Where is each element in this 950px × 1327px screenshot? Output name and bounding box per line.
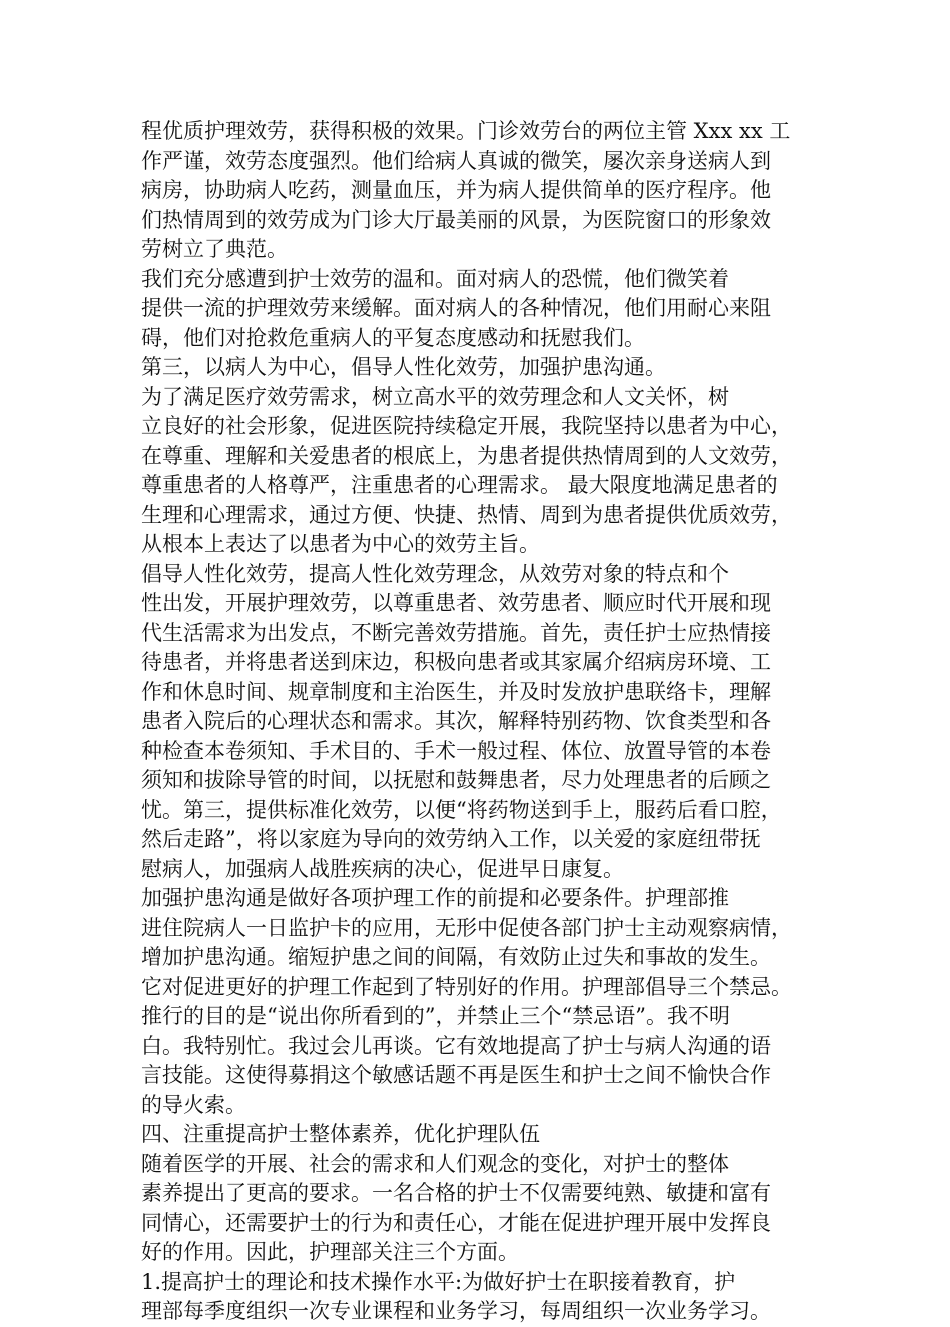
text-line: 1.提高护士的理论和技术操作水平:为做好护士在职接着教育，护 bbox=[141, 1269, 736, 1294]
paragraph bbox=[141, 265, 811, 354]
paragraph bbox=[141, 117, 811, 265]
paragraph bbox=[141, 383, 811, 560]
text-line: 推行的目的是“说出你所看到的”，并禁止三个“禁忌语”。我不明 bbox=[141, 1004, 730, 1028]
paragraph bbox=[141, 884, 811, 1120]
text-line: 从根本上表达了以患者为中心的效劳主旨。 bbox=[141, 532, 540, 556]
text-line: 程优质护理效劳，获得积极的效果。门诊效劳台的两位主管 Xxx xx 工 bbox=[141, 119, 791, 143]
text-line: 须知和拔除导管的时间，以抚慰和鼓舞患者，尽力处理患者的后顾之 bbox=[141, 768, 771, 792]
text-line: 代生活需求为出发点，不断完善效劳措施。首先，责任护士应热情接 bbox=[141, 620, 771, 645]
text-line: 增加护患沟通。缩短护患之间的间隔，有效防止过失和事故的发生。 bbox=[141, 945, 771, 969]
text-line: 患者入院后的心理状态和需求。其次，解释特别药物、饮食类型和各 bbox=[141, 709, 771, 733]
text-line: 素养提出了更高的要求。一名合格的护士不仅需要纯熟、敏捷和富有 bbox=[141, 1181, 771, 1205]
text-line: 提供一流的护理效劳来缓解。面对病人的各种情况，他们用耐心来阻 bbox=[141, 296, 771, 320]
text-line: 言技能。这使得募捐这个敏感话题不再是医生和护士之间不愉快合作 bbox=[141, 1063, 771, 1087]
text-line: 同情心，还需要护士的行为和责任心，才能在促进护理开展中发挥良 bbox=[141, 1210, 771, 1235]
text-line: 慰病人，加强病人战胜疾病的决心，促进早日康复。 bbox=[141, 856, 624, 881]
text-line: 作和休息时间、规章制度和主治医生，并及时发放护患联络卡，理解 bbox=[141, 679, 771, 704]
text-line: 病房，协助病人吃药，测量血压，并为病人提供简单的医疗程序。他 bbox=[141, 178, 771, 202]
paragraph bbox=[141, 1150, 811, 1268]
text-line: 尊重患者的人格尊严，注重患者的心理需求。 最大限度地满足患者的 bbox=[141, 473, 778, 497]
text-line: 然后走路”，将以家庭为导向的效劳纳入工作，以关爱的家庭纽带抚 bbox=[141, 827, 761, 851]
text-line: 立良好的社会形象，促进医院持续稳定开展，我院坚持以患者为中心， bbox=[141, 414, 792, 438]
text-line: 们热情周到的效劳成为门诊大厅最美丽的风景，为医院窗口的形象效 bbox=[141, 207, 771, 232]
text-line: 碍，他们对抢救危重病人的平复态度感动和抚慰我们。 bbox=[141, 325, 645, 350]
text-line: 我们充分感遭到护士效劳的温和。面对病人的恐慌，他们微笑着 bbox=[141, 266, 729, 291]
text-line: 在尊重、理解和关爱患者的根底上，为患者提供热情周到的人文效劳， bbox=[141, 443, 792, 468]
text-line: 第三，以病人为中心，倡导人性化效劳，加强护患沟通。 bbox=[141, 355, 666, 379]
text-line: 好的作用。因此，护理部关注三个方面。 bbox=[141, 1240, 519, 1264]
paragraph bbox=[141, 560, 811, 885]
text-line: 生理和心理需求，通过方便、快捷、热情、周到为患者提供优质效劳， bbox=[141, 502, 792, 527]
text-line: 作严谨，效劳态度强烈。他们给病人真诚的微笑，屡次亲身送病人到 bbox=[141, 148, 771, 173]
text-line: 倡导人性化效劳，提高人性化效劳理念，从效劳对象的特点和个 bbox=[141, 561, 729, 586]
text-line: 种检查本卷须知、手术目的、手术一般过程、体位、放置导管的本卷 bbox=[141, 738, 771, 763]
text-line: 随着医学的开展、社会的需求和人们观念的变化，对护士的整体 bbox=[141, 1151, 729, 1176]
paragraph bbox=[141, 1268, 811, 1327]
text-line: 忧。第三，提供标准化效劳，以便“将药物送到手上，服药后看口腔， bbox=[141, 797, 782, 822]
text-line: 的导火索。 bbox=[141, 1092, 246, 1117]
text-line: 待患者，并将患者送到床边，积极向患者或其家属介绍病房环境、工 bbox=[141, 650, 771, 674]
text-line: 理部每季度组织一次专业课程和业务学习，每周组织一次业务学习。 bbox=[141, 1299, 771, 1323]
text-line: 白。我特别忙。我过会儿再谈。它有效地提高了护士与病人沟通的语 bbox=[141, 1033, 771, 1058]
paragraph bbox=[141, 353, 811, 383]
text-line: 性出发，开展护理效劳，以尊重患者、效劳患者、顺应时代开展和现 bbox=[141, 591, 771, 615]
text-line: 为了满足医疗效劳需求，树立高水平的效劳理念和人文关怀，树 bbox=[141, 384, 729, 409]
text-line: 它对促进更好的护理工作起到了特别好的作用。护理部倡导三个禁忌。 bbox=[141, 974, 792, 999]
document-body bbox=[141, 117, 811, 1327]
text-line: 劳树立了典范。 bbox=[141, 237, 288, 261]
paragraph bbox=[141, 1120, 811, 1150]
text-line: 加强护患沟通是做好各项护理工作的前提和必要条件。护理部推 bbox=[141, 886, 729, 910]
text-line: 四、注重提高护士整体素养，优化护理队伍 bbox=[141, 1122, 540, 1146]
text-line: 进住院病人一日监护卡的应用，无形中促使各部门护士主动观察病情， bbox=[141, 915, 792, 940]
